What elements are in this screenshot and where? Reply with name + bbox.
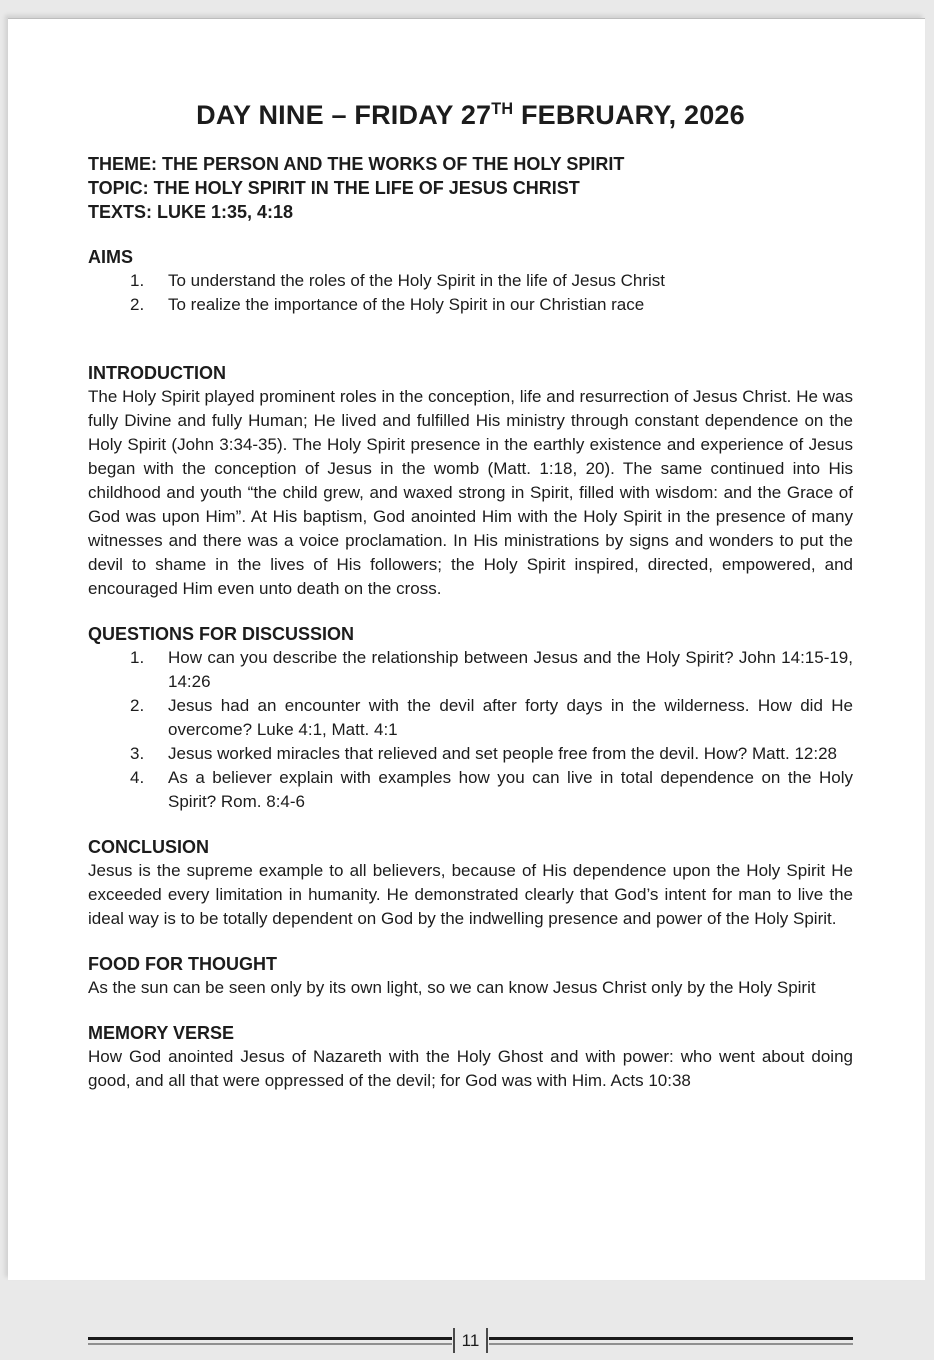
document-page bbox=[8, 18, 925, 1350]
list-item: To realize the importance of the Holy Spirit in our Christian race bbox=[168, 295, 645, 314]
conclusion-body: Jesus is the supreme example to all believers, because of His dependence upon the Holy Spirit He exceeded every limitation in humanity. He demonstrated clearly that God’s intent for man to live the ideal way is to be totally dependent on God by the indwelling presence and power of the Holy Spirit. bbox=[88, 861, 853, 928]
list-item: As a believer explain with examples how you can live in total dependence on the Holy Spirit? Rom. 8:4-6 bbox=[168, 768, 853, 811]
topic-line: TOPIC: THE HOLY SPIRIT IN THE LIFE OF JESUS CHRIST bbox=[88, 178, 580, 198]
food-for-thought-heading: FOOD FOR THOUGHT bbox=[88, 954, 277, 974]
page-number: 11 bbox=[453, 1328, 489, 1353]
footer-rule-left bbox=[88, 1337, 452, 1345]
page-title-prefix: DAY NINE – FRIDAY 27 bbox=[196, 100, 492, 130]
section-aims bbox=[88, 245, 853, 317]
list-item: Jesus had an encounter with the devil after forty days in the wilderness. How did He overcome? Luke 4:1, Matt. 4:1 bbox=[168, 696, 853, 739]
lesson-meta bbox=[88, 152, 853, 224]
section-memory-verse bbox=[88, 1021, 853, 1093]
questions-list bbox=[88, 646, 853, 814]
page-title bbox=[88, 99, 853, 131]
introduction-body: The Holy Spirit played prominent roles in the conception, life and resurrection of Jesus Christ. He was fully Divine and fully Human; He lived and fulfilled His ministry through constant dependence on the Holy Spirit (John 3:34-35). The Holy Spirit presence in the earthly existence and experience of Jesus began with the conception of Jesus in the womb (Matt. 1:18, 20). The same continued into His childhood and youth “the child grew, and waxed strong in Spirit, filled with wisdom: and the Grace of God was upon Him”. At His baptism, God anointed Him with the Holy Spirit in the presence of many witnesses and there was a voice proclamation. In His ministrations by signs and wonders to put the devil to shame in the lives of His followers; the Holy Spirit inspired, directed, empowered, and encouraged Him even unto death on the cross. bbox=[88, 387, 853, 598]
memory-verse-heading: MEMORY VERSE bbox=[88, 1023, 235, 1043]
section-food-for-thought bbox=[88, 952, 853, 1000]
page-footer bbox=[88, 1328, 853, 1353]
page-title-ordinal-superscript: TH bbox=[491, 100, 514, 118]
questions-heading: QUESTIONS FOR DISCUSSION bbox=[88, 624, 355, 644]
texts-line: TEXTS: LUKE 1:35, 4:18 bbox=[88, 202, 294, 222]
theme-line: THEME: THE PERSON AND THE WORKS OF THE HOLY SPIRIT bbox=[88, 154, 625, 174]
memory-verse-body: How God anointed Jesus of Nazareth with the Holy Ghost and with power: who went about doing good, and all that were oppressed of the devil; for God was with Him. Acts 10:38 bbox=[88, 1047, 853, 1090]
section-questions bbox=[88, 622, 853, 814]
list-item: To understand the roles of the Holy Spirit in the life of Jesus Christ bbox=[168, 271, 666, 290]
aims-heading: AIMS bbox=[88, 247, 133, 267]
aims-list bbox=[88, 269, 853, 317]
introduction-heading: INTRODUCTION bbox=[88, 363, 226, 383]
section-introduction bbox=[88, 361, 853, 601]
list-item: How can you describe the relationship between Jesus and the Holy Spirit? John 14:15-19, 14:26 bbox=[168, 648, 853, 691]
food-for-thought-body: As the sun can be seen only by its own light, so we can know Jesus Christ only by the Holy Spirit bbox=[88, 978, 816, 997]
footer-rule-right bbox=[489, 1337, 853, 1345]
section-conclusion bbox=[88, 835, 853, 931]
page-title-suffix: FEBRUARY, 2026 bbox=[513, 100, 745, 130]
page-content bbox=[8, 99, 925, 1360]
list-item: Jesus worked miracles that relieved and set people free from the devil. How? Matt. 12:28 bbox=[168, 744, 838, 763]
conclusion-heading: CONCLUSION bbox=[88, 837, 209, 857]
